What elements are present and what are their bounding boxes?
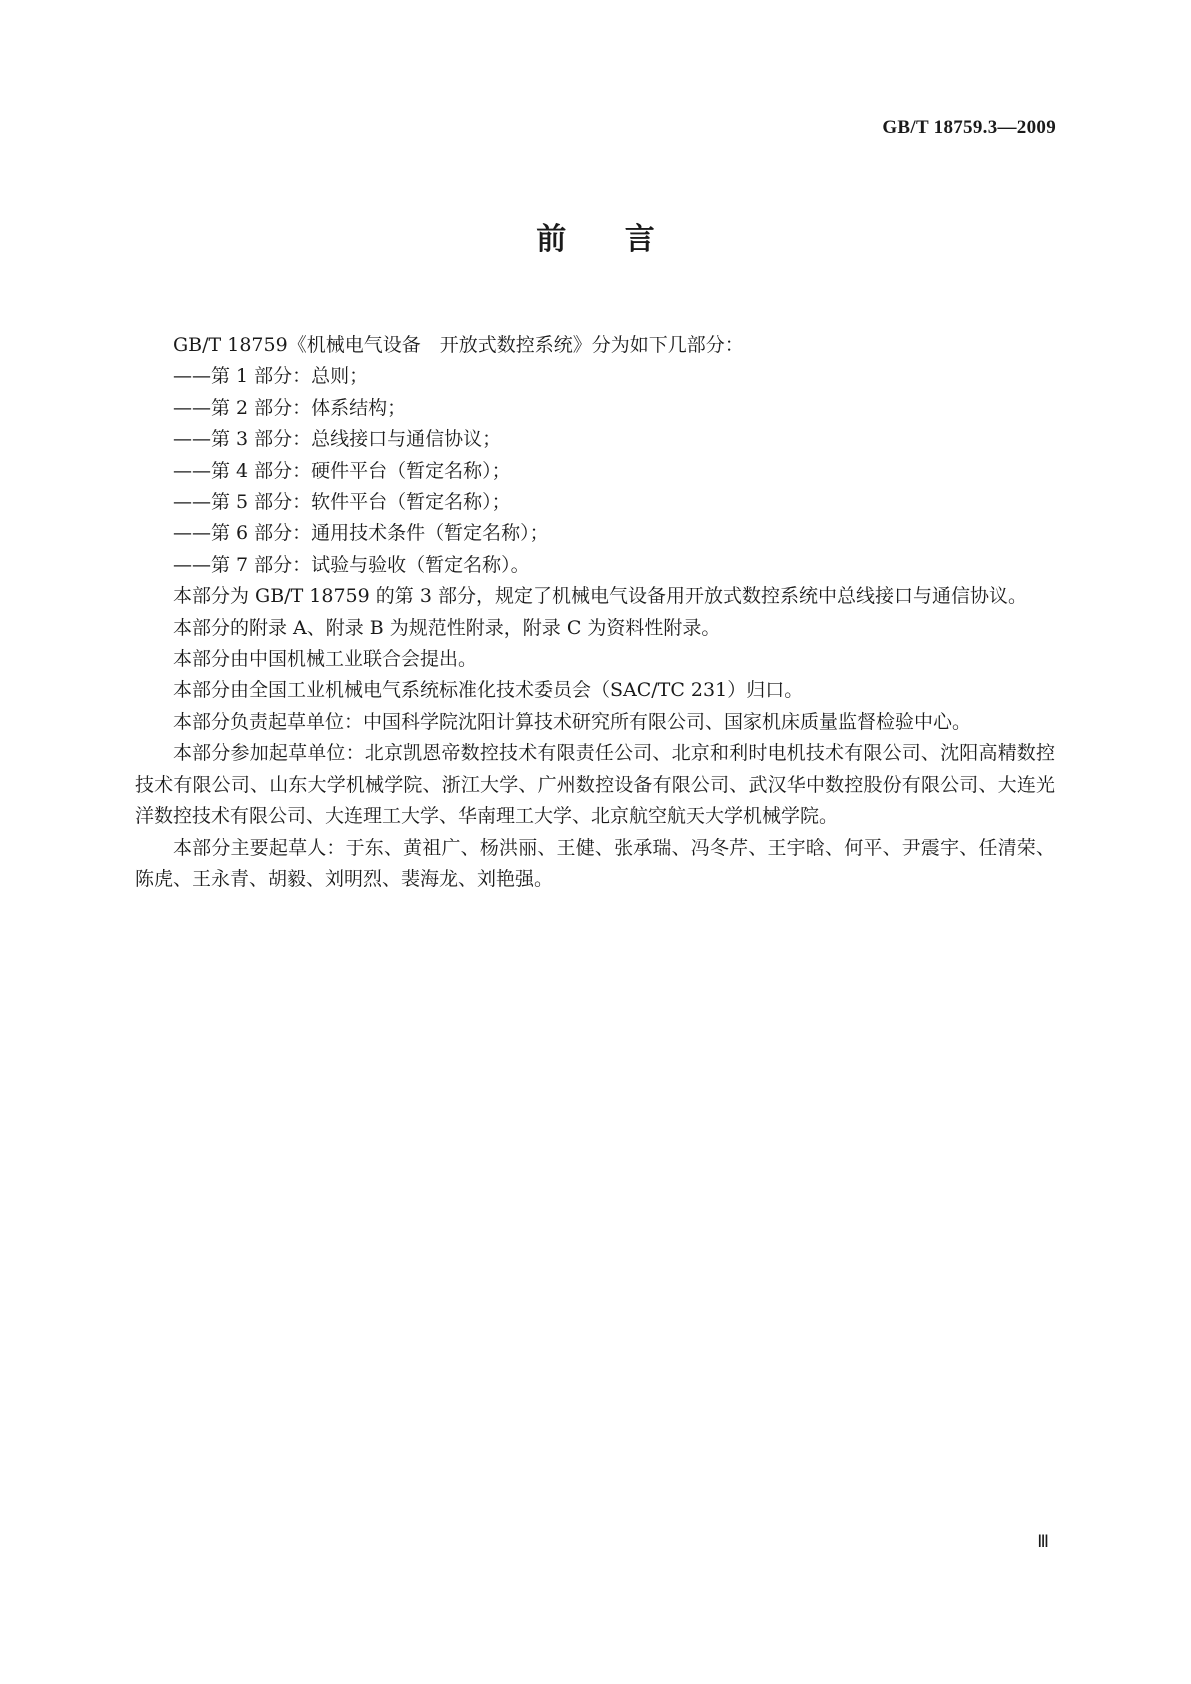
list-item: ——第 2 部分：体系结构； [173,396,407,419]
intro-paragraph: GB/T 18759《机械电气设备 开放式数控系统》分为如下几部分： [173,334,744,356]
list-item: ——第 6 部分：通用技术条件（暂定名称）； [173,522,549,545]
page-number: Ⅲ [1037,1532,1049,1551]
list-item: ——第 5 部分：软件平台（暂定名称）； [173,491,511,514]
paragraph: 本部分由中国机械工业联合会提出。 [173,648,478,671]
paragraph: 本部分的附录 A、附录 B 为规范性附录，附录 C 为资料性附录。 [173,616,721,639]
list-item: ——第 4 部分：硬件平台（暂定名称）； [173,459,511,482]
document-body [135,330,1055,895]
paragraph: 本部分负责起草单位：中国科学院沈阳计算技术研究所有限公司、国家机床质量监督检验中心。 [173,710,972,733]
paragraph: 本部分由全国工业机械电气系统标准化技术委员会（SAC/TC 231）归口。 [173,679,804,702]
list-item: ——第 3 部分：总线接口与通信协议； [173,428,502,451]
paragraph: 本部分主要起草人：于东、黄祖广、杨洪丽、王健、张承瑞、冯冬芹、王宇晗、何平、尹震宇、任清荣、陈虎、王永青、胡毅、刘明烈、裴海龙、刘艳强。 [135,836,1055,890]
list-item: ——第 7 部分：试验与验收（暂定名称）。 [173,553,530,576]
paragraph: 本部分参加起草单位：北京凯恩帝数控技术有限责任公司、北京和利时电机技术有限公司、沈阳高精数控技术有限公司、山东大学机械学院、浙江大学、广州数控设备有限公司、武汉华中数控股份有限公司、大连光洋数控技术有限公司、大连理工大学、华南理工大学、北京航空航天大学机械学院。 [135,742,1055,828]
list-item: ——第 1 部分：总则； [173,365,369,388]
page-title: 前 言 [536,222,655,257]
standard-code: GB/T 18759.3—2009 [882,117,1056,138]
paragraph: 本部分为 GB/T 18759 的第 3 部分，规定了机械电气设备用开放式数控系统中总线接口与通信协议。 [173,585,1027,608]
